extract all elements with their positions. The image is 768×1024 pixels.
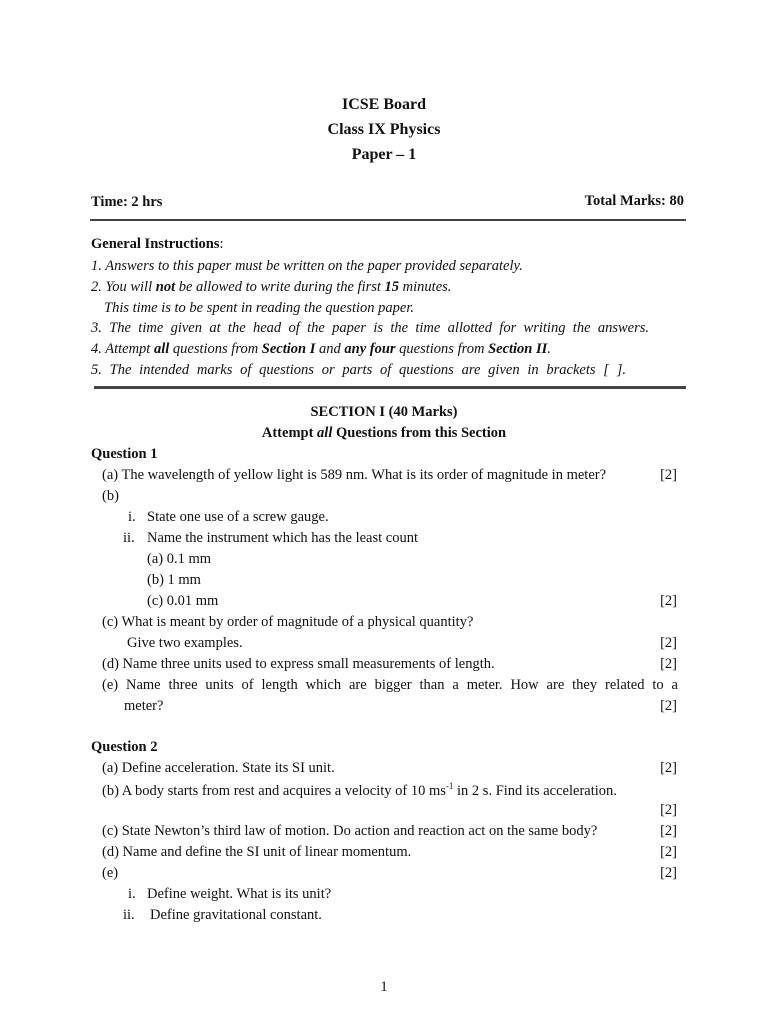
q2-b-superscript: -1: [445, 781, 454, 791]
q1-b-i-number: i.: [128, 509, 136, 525]
q2-e-ii: Define gravitational constant.: [150, 907, 322, 923]
instruction-5: 5. The intended marks of questions or parts of questions are given in brackets [ ].: [91, 362, 626, 378]
total-marks-value: 80: [669, 193, 684, 209]
total-marks-line: [585, 193, 684, 210]
q1-b-option-c: (c) 0.01 mm: [147, 593, 219, 609]
q1-part-b: (b): [102, 488, 119, 504]
q1-part-c-marks: [2]: [660, 635, 677, 651]
q2-part-c: (c) State Newton’s third law of motion. Do action and reaction act on the same body?: [102, 823, 598, 839]
q2-e-ii-number: ii.: [123, 907, 135, 923]
q2-part-c-marks: [2]: [660, 823, 677, 839]
document-title-class: Class IX Physics: [327, 121, 441, 138]
q1-b-option-b: (b) 1 mm: [147, 572, 201, 588]
q2-part-e-marks: [2]: [660, 865, 677, 881]
q2-part-b: (b) A body starts from rest and acquires a velocity of 10 $ms^{-1}$ in 2 s. Find its acceleration.: [102, 781, 617, 799]
q1-part-e: (e) Name three units of length which are bigger than a meter. How are they related to a: [102, 677, 678, 693]
q1-b-ii: Name the instrument which has the least count: [147, 530, 418, 546]
q1-part-a-marks: [2]: [660, 467, 677, 483]
instruction-1: 1. Answers to this paper must be written on the paper provided separately.: [91, 258, 523, 274]
time-value: 2 hrs: [131, 194, 163, 210]
time-line: [91, 194, 162, 211]
q2-e-i-number: i.: [128, 886, 136, 902]
document-title-paper: Paper – 1: [351, 146, 417, 163]
section-title: SECTION I (40 Marks): [310, 404, 458, 420]
q1-part-e-marks: [2]: [660, 698, 677, 714]
document-title-board: ICSE Board: [341, 96, 427, 113]
q1-b-ii-number: ii.: [123, 530, 135, 546]
instruction-3: 3. The time given at the head of the paper is the time allotted for writing the answers.: [91, 320, 649, 336]
page-number: 1: [380, 979, 388, 995]
q1-part-a: (a) The wavelength of yellow light is 589 nm. What is its order of magnitude in meter?: [102, 467, 607, 483]
q2-part-a: (a) Define acceleration. State its SI unit.: [102, 760, 335, 776]
q1-part-c-continued: Give two examples.: [127, 635, 243, 651]
question-1-title: Question 1: [91, 446, 158, 462]
instruction-2: 2. You will not be allowed to write during the first 15 minutes.: [91, 279, 452, 295]
question-2-title: Question 2: [91, 739, 158, 755]
q1-b-i: State one use of a screw gauge.: [147, 509, 329, 525]
q2-part-d: (d) Name and define the SI unit of linear momentum.: [102, 844, 412, 860]
total-marks-label: Total Marks:: [584, 193, 666, 209]
instruction-4: 4. Attempt all questions from Section I and any four questions from Section II.: [91, 341, 551, 357]
time-label: Time:: [91, 194, 128, 210]
q1-part-d-marks: [2]: [660, 656, 677, 672]
q2-part-d-marks: [2]: [660, 844, 677, 860]
instruction-2-continued: This time is to be spent in reading the question paper.: [104, 300, 414, 316]
q1-part-c: (c) What is meant by order of magnitude of a physical quantity?: [102, 614, 474, 630]
q2-part-b-marks: [2]: [660, 802, 677, 818]
q1-b-option-a: (a) 0.1 mm: [147, 551, 212, 567]
instructions-heading: General Instructions:: [91, 236, 224, 252]
q2-part-a-marks: [2]: [660, 760, 677, 776]
header-divider: [90, 219, 686, 221]
q2-e-i: Define weight. What is its unit?: [147, 886, 332, 902]
section-subtitle: Attempt all Questions from this Section: [261, 425, 507, 441]
q1-part-e-continued: meter?: [124, 698, 164, 714]
q2-part-e: (e): [102, 865, 119, 881]
q1-part-b-marks: [2]: [660, 593, 677, 609]
q1-part-d: (d) Name three units used to express small measurements of length.: [102, 656, 495, 672]
instructions-divider: [94, 386, 686, 389]
